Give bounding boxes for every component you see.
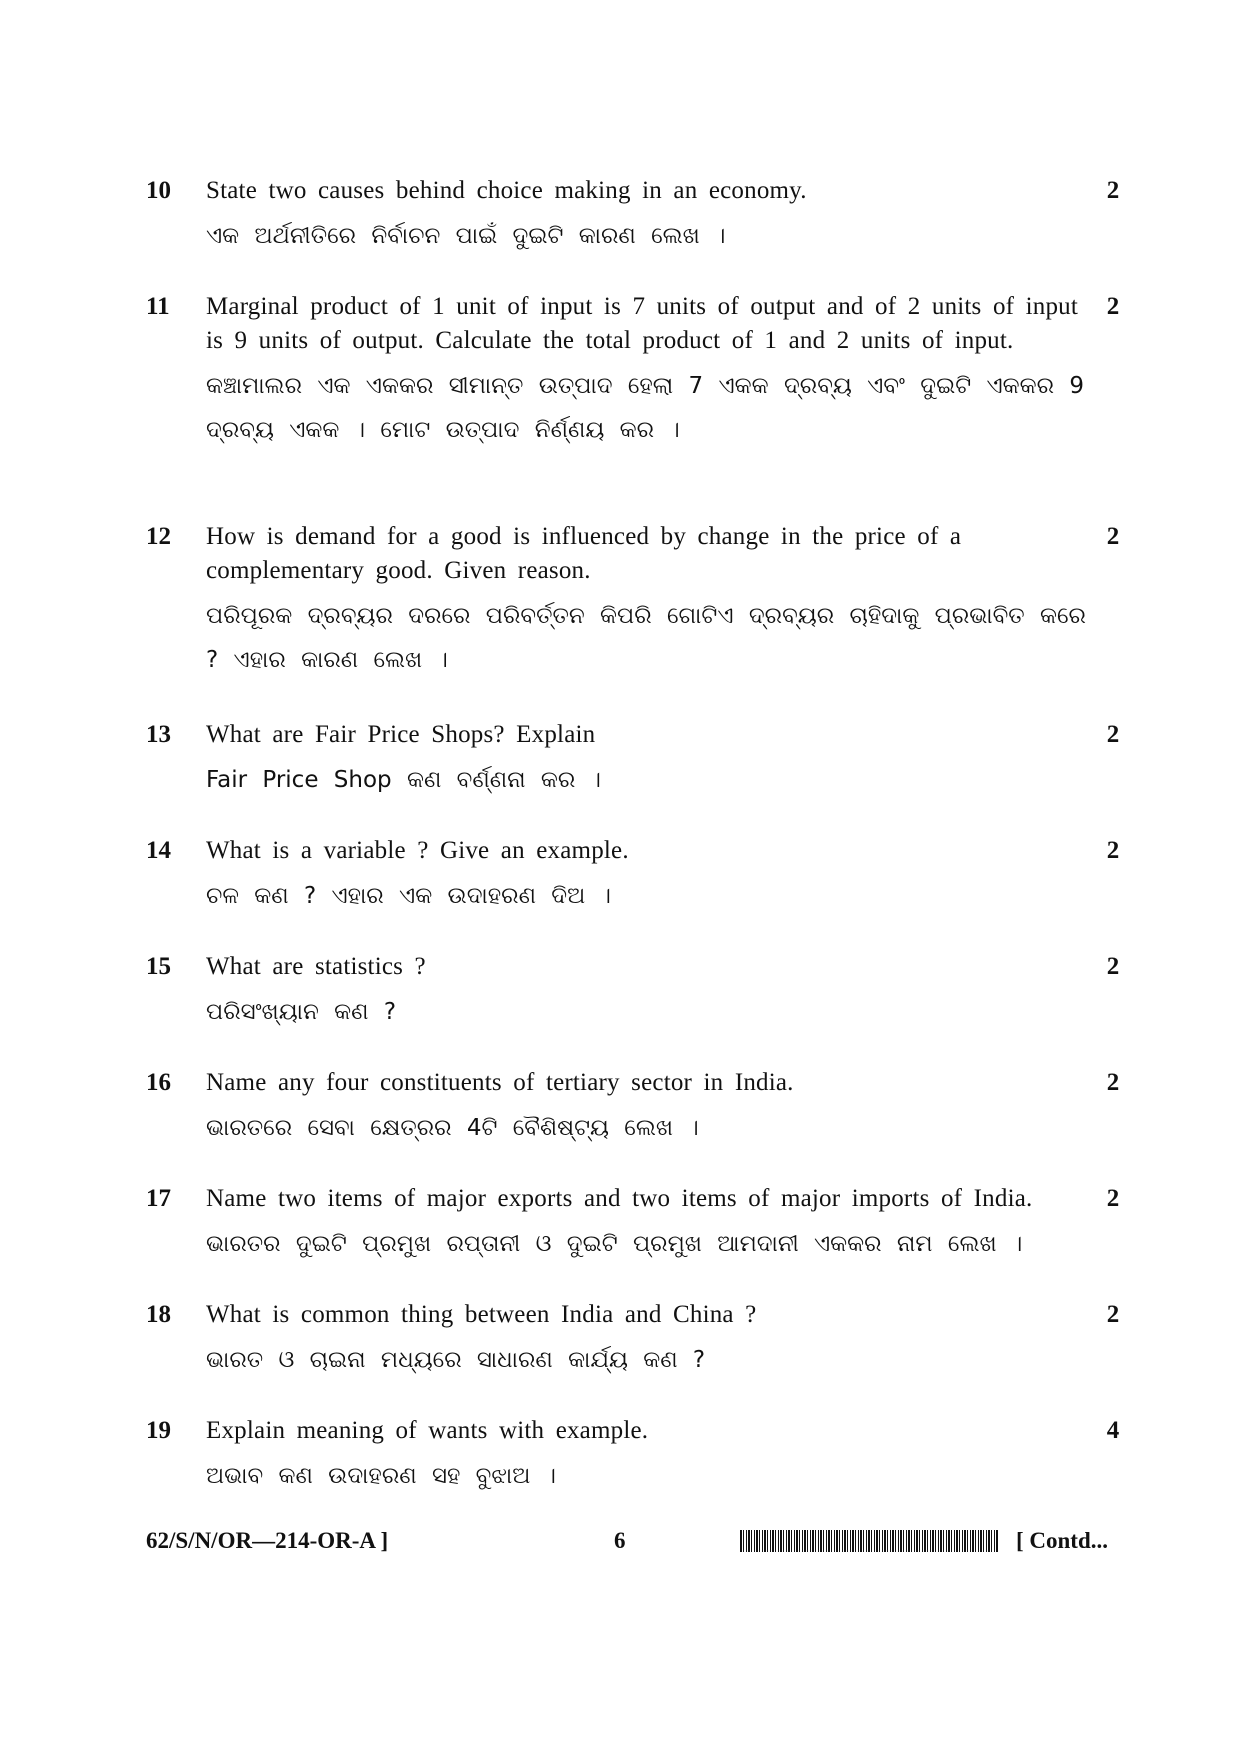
continued-label: [ Contd... xyxy=(1016,1528,1109,1553)
question-body xyxy=(206,834,1086,918)
question-marks: 2 xyxy=(1106,1069,1120,1096)
question-marks: 2 xyxy=(1106,721,1120,748)
question-body xyxy=(206,290,1086,452)
question-number: 17 xyxy=(146,1185,171,1212)
question-text-english: Name any four constituents of tertiary sector in India. xyxy=(206,1069,794,1096)
question-text-odia: ଚଳ କଣ ? ଏହାର ଏକ ଉଦାହରଣ ଦିଅ । xyxy=(206,883,611,909)
question-number: 16 xyxy=(146,1069,171,1096)
question-number: 18 xyxy=(146,1301,171,1328)
question-marks: 2 xyxy=(1106,177,1120,204)
question-marks: 2 xyxy=(1106,953,1120,980)
question-text-english: What is a variable ? Give an example. xyxy=(206,837,629,864)
question-marks: 4 xyxy=(1106,1417,1120,1444)
question-text-odia: ପରିପୂରକ ଦ୍ରବ୍ୟର ଦରରେ ପରିବର୍ତ୍ତନ କିପରି ଗୋଟିଏ ଦ୍ରବ୍ୟର ଚାହିଦାକୁ ପ୍ରଭାବିତ କରେ ? ଏହାର କାରଣ ଲେଖ । xyxy=(206,603,1086,673)
question-body xyxy=(206,174,1086,258)
question-text-english: Marginal product of 1 unit of input is 7 units of output and of 2 units of input is 9 units of output. Calculate the total product of 1 and 2 units of input. xyxy=(206,293,1079,354)
question-text-odia: ଭାରତ ଓ ଚାଇନା ମଧ୍ୟରେ ସାଧାରଣ କାର୍ଯ୍ୟ କଣ ? xyxy=(206,1347,706,1373)
question-number: 10 xyxy=(146,177,171,204)
question-text-english: Explain meaning of wants with example. xyxy=(206,1417,649,1444)
question-number: 12 xyxy=(146,523,171,550)
question-text-english: State two causes behind choice making in an economy. xyxy=(206,177,807,204)
question-marks: 2 xyxy=(1106,523,1120,550)
question-marks: 2 xyxy=(1106,293,1120,320)
question-body xyxy=(206,950,1086,1034)
question-body xyxy=(206,718,1086,802)
barcode xyxy=(740,1530,998,1552)
question-text-odia: Fair Price Shop କଣ ବର୍ଣ୍ଣନା କର । xyxy=(206,767,602,793)
question-text-odia: ଭାରତରେ ସେବା କ୍ଷେତ୍ରର 4ଟି ବୈଶିଷ୍ଟ୍ୟ ଲେଖ । xyxy=(206,1115,699,1141)
question-number: 11 xyxy=(146,293,170,320)
question-text-english: How is demand for a good is influenced by change in the price of a complementary good. Given reason. xyxy=(206,523,962,584)
question-text-english: What are statistics ? xyxy=(206,953,426,980)
paper-code: 62/S/N/OR—214-OR-A ] xyxy=(146,1528,389,1553)
question-text-odia: ପରିସଂଖ୍ୟାନ କଣ ? xyxy=(206,999,397,1025)
question-marks: 2 xyxy=(1106,1301,1120,1328)
page-number: 6 xyxy=(614,1528,626,1553)
question-text-english: Name two items of major exports and two items of major imports of India. xyxy=(206,1185,1033,1212)
question-body xyxy=(206,1066,1086,1150)
question-text-english: What are Fair Price Shops? Explain xyxy=(206,721,596,748)
question-body xyxy=(206,1414,1086,1498)
question-body xyxy=(206,1182,1086,1266)
question-body xyxy=(206,520,1086,682)
question-number: 15 xyxy=(146,953,171,980)
question-number: 19 xyxy=(146,1417,171,1444)
question-marks: 2 xyxy=(1106,837,1120,864)
question-text-odia: ଭାରତର ଦୁଇଟି ପ୍ରମୁଖ ରପ୍ତାନୀ ଓ ଦୁଇଟି ପ୍ରମୁଖ ଆମଦାନୀ ଏକକର ନାମ ଲେଖ । xyxy=(206,1231,1023,1257)
question-text-odia: ଏକ ଅର୍ଥନୀତିରେ ନିର୍ବାଚନ ପାଇଁ ଦୁଇଟି କାରଣ ଲେଖ । xyxy=(206,223,726,249)
question-text-odia: ଅଭାବ କଣ ଉଦାହରଣ ସହ ବୁଝାଅ । xyxy=(206,1463,557,1489)
question-number: 13 xyxy=(146,721,171,748)
question-marks: 2 xyxy=(1106,1185,1120,1212)
question-text-english: What is common thing between India and China ? xyxy=(206,1301,757,1328)
question-text-odia: କଞ୍ଚାମାଲର ଏକ ଏକକର ସୀମାନ୍ତ ଉତ୍ପାଦ ହେଲା 7 ଏକକ ଦ୍ରବ୍ୟ ଏବଂ ଦୁଇଟି ଏକକର 9 ଦ୍ରବ୍ୟ ଏକକ । ମୋଟ ଉତ୍ପାଦ ନିର୍ଣ୍ଣୟ କର । xyxy=(206,373,1084,443)
page-footer xyxy=(0,1524,1240,1560)
question-body xyxy=(206,1298,1086,1382)
question-number: 14 xyxy=(146,837,171,864)
